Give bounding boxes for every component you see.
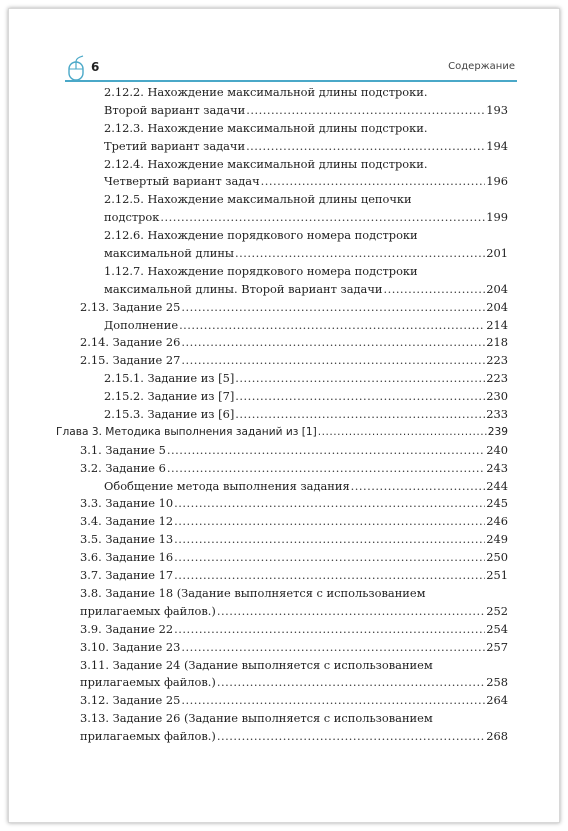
toc-page-number: 257 xyxy=(486,639,508,654)
toc-entry-title: 3.12. Задание 25 xyxy=(80,693,181,708)
toc-entry[interactable] xyxy=(56,263,508,299)
dot-leader xyxy=(174,531,485,549)
dot-leader xyxy=(235,388,485,406)
toc-page-number: 223 xyxy=(486,371,508,386)
toc-page-number: 250 xyxy=(486,550,508,565)
toc-line xyxy=(56,424,508,442)
toc-entry[interactable] xyxy=(56,692,508,710)
toc-page-number: 252 xyxy=(486,603,508,618)
toc-line xyxy=(80,352,508,370)
toc-page-number: 196 xyxy=(486,174,508,189)
toc-entry[interactable] xyxy=(56,460,508,478)
toc-entry[interactable] xyxy=(56,317,508,335)
toc-entry[interactable] xyxy=(56,352,508,370)
toc-entry-title: 2.15. Задание 27 xyxy=(80,353,181,368)
toc-line xyxy=(80,299,508,317)
toc-line xyxy=(104,156,508,174)
toc-entry-title: 2.12.6. Нахождение порядкового номера подстроки xyxy=(104,228,418,243)
toc-entry[interactable] xyxy=(56,191,508,227)
toc-entry[interactable] xyxy=(56,549,508,567)
toc-line xyxy=(104,138,508,156)
toc-line xyxy=(104,227,508,245)
dot-leader xyxy=(217,728,485,746)
toc-line xyxy=(104,191,508,209)
toc-page-number: 251 xyxy=(486,568,508,583)
toc-page-number: 264 xyxy=(486,693,508,708)
dot-leader xyxy=(181,334,485,352)
toc-entry-title: 2.14. Задание 26 xyxy=(80,335,181,350)
dot-leader xyxy=(174,513,485,531)
toc-entry-title: 3.7. Задание 17 xyxy=(80,568,174,583)
toc-entry-title: Четвертый вариант задач xyxy=(104,174,260,189)
toc-entry-title: 3.13. Задание 26 (Задание выполняется с использованием xyxy=(80,711,433,726)
dot-leader xyxy=(217,674,485,692)
toc-line xyxy=(80,567,508,585)
toc-entry-title: 3.6. Задание 16 xyxy=(80,550,174,565)
toc-line xyxy=(104,281,508,299)
toc-line xyxy=(80,674,508,692)
toc-entry[interactable] xyxy=(56,388,508,406)
dot-leader xyxy=(246,102,485,120)
toc-page-number: 204 xyxy=(486,281,508,296)
toc-page-number: 199 xyxy=(486,210,508,225)
toc-line xyxy=(104,245,508,263)
toc-entry[interactable] xyxy=(56,156,508,192)
dot-leader xyxy=(167,442,485,460)
toc-entry[interactable] xyxy=(56,585,508,621)
dot-leader xyxy=(235,370,485,388)
toc-line xyxy=(80,710,508,728)
toc-entry-title: 1.12.7. Нахождение порядкового номера подстроки xyxy=(104,263,418,278)
toc-line xyxy=(80,531,508,549)
toc-line xyxy=(104,388,508,406)
toc-entry-title: максимальной длины. Второй вариант задачи xyxy=(104,281,383,296)
toc-page-number: 239 xyxy=(487,425,508,438)
toc-page-number: 218 xyxy=(486,335,508,350)
toc-entry-title: Дополнение xyxy=(104,317,179,332)
dot-leader xyxy=(235,406,485,424)
toc-entry-title: Глава 3. Методика выполнения заданий из [1] xyxy=(56,425,317,438)
toc-entry[interactable] xyxy=(56,84,508,120)
toc-entry-title: 3.4. Задание 12 xyxy=(80,514,174,529)
page-header xyxy=(61,51,517,81)
page-number: 6 xyxy=(91,60,100,74)
dot-leader xyxy=(181,692,485,710)
toc-line xyxy=(80,692,508,710)
toc-entry[interactable] xyxy=(56,334,508,352)
toc-line xyxy=(80,585,508,603)
toc-entry[interactable] xyxy=(56,120,508,156)
toc-entry-title: 3.8. Задание 18 (Задание выполняется с использованием xyxy=(80,585,426,600)
toc-entry-title: Второй вариант задачи xyxy=(104,102,246,117)
toc-page-number: 240 xyxy=(486,442,508,457)
toc-entry-title: 2.13. Задание 25 xyxy=(80,299,181,314)
toc-entry-title: 2.15.2. Задание из [7] xyxy=(104,389,235,404)
section-title: Содержание xyxy=(448,61,515,72)
toc-line xyxy=(104,120,508,138)
toc-entry[interactable] xyxy=(56,495,508,513)
toc-entry-title: 3.1. Задание 5 xyxy=(80,442,166,457)
toc-line xyxy=(104,102,508,120)
toc-entry-title: 2.15.3. Задание из [6] xyxy=(104,407,235,422)
toc-line xyxy=(80,639,508,657)
toc-entry-title: подстрок xyxy=(104,210,160,225)
toc-line xyxy=(104,84,508,102)
toc-line xyxy=(104,173,508,191)
toc-entry[interactable] xyxy=(56,370,508,388)
dot-leader xyxy=(181,639,485,657)
dot-leader xyxy=(179,317,485,335)
toc-entry-title: 2.12.2. Нахождение максимальной длины подстроки. xyxy=(104,85,428,99)
toc-entry-title: 3.3. Задание 10 xyxy=(80,496,174,511)
toc-entry-title: прилагаемых файлов.) xyxy=(80,603,216,618)
header-rule xyxy=(65,80,517,82)
toc-entry-title: 2.12.4. Нахождение максимальной длины подстроки. xyxy=(104,156,428,171)
dot-leader xyxy=(181,299,485,317)
toc-entry[interactable] xyxy=(56,639,508,657)
toc-entry-title: максимальной длины xyxy=(104,246,234,261)
toc-line xyxy=(104,317,508,335)
toc-line xyxy=(80,495,508,513)
toc-entry-title: 3.2. Задание 6 xyxy=(80,460,166,475)
dot-leader xyxy=(318,424,487,442)
dot-leader xyxy=(167,460,485,478)
toc-line xyxy=(104,478,508,496)
dot-leader xyxy=(235,245,485,263)
toc-page-number: 193 xyxy=(486,102,508,117)
toc-line xyxy=(80,460,508,478)
dot-leader xyxy=(383,281,485,299)
dot-leader xyxy=(246,138,485,156)
toc-entry-title: 3.9. Задание 22 xyxy=(80,621,174,636)
toc-line xyxy=(80,513,508,531)
toc-page-number: 204 xyxy=(486,299,508,314)
toc-line xyxy=(104,370,508,388)
toc-entry[interactable] xyxy=(56,227,508,263)
toc-entry[interactable] xyxy=(56,567,508,585)
toc-page-number: 223 xyxy=(486,353,508,368)
toc-entry[interactable] xyxy=(56,478,508,496)
toc-line xyxy=(80,657,508,675)
toc-entry-title: 2.15.1. Задание из [5] xyxy=(104,371,235,386)
toc-entry[interactable] xyxy=(56,621,508,639)
toc-entry-title: Третий вариант задачи xyxy=(104,138,246,153)
mouse-icon xyxy=(65,55,87,81)
toc-page-number: 201 xyxy=(486,246,508,261)
toc-page-number: 194 xyxy=(486,138,508,153)
dot-leader xyxy=(217,603,485,621)
toc-entry-title: 2.12.3. Нахождение максимальной длины подстроки. xyxy=(104,120,428,135)
toc-entry[interactable] xyxy=(56,531,508,549)
toc-entry-title: 2.12.5. Нахождение максимальной длины цепочки xyxy=(104,192,412,207)
toc-page-number: 233 xyxy=(486,407,508,422)
toc-line xyxy=(80,549,508,567)
dot-leader xyxy=(174,495,485,513)
table-of-contents xyxy=(56,84,508,746)
toc-line xyxy=(104,209,508,227)
toc-page-number: 230 xyxy=(486,389,508,404)
toc-line xyxy=(80,728,508,746)
toc-chapter[interactable] xyxy=(56,424,508,442)
dot-leader xyxy=(181,352,485,370)
toc-entry[interactable] xyxy=(56,406,508,424)
toc-entry[interactable] xyxy=(56,442,508,460)
dot-leader xyxy=(174,549,485,567)
toc-page-number: 244 xyxy=(486,478,508,493)
toc-page-number: 243 xyxy=(486,460,508,475)
dot-leader xyxy=(174,621,485,639)
toc-entry[interactable] xyxy=(56,710,508,746)
toc-entry-title: прилагаемых файлов.) xyxy=(80,729,216,744)
toc-entry[interactable] xyxy=(56,513,508,531)
toc-entry-title: Обобщение метода выполнения задания xyxy=(104,478,350,493)
toc-line xyxy=(104,406,508,424)
toc-page-number: 254 xyxy=(486,621,508,636)
toc-page-number: 268 xyxy=(486,729,508,744)
toc-entry[interactable] xyxy=(56,299,508,317)
toc-entry-title: 3.11. Задание 24 (Задание выполняется с использованием xyxy=(80,657,433,672)
dot-leader xyxy=(160,209,485,227)
toc-page-number: 249 xyxy=(486,532,508,547)
toc-page-number: 246 xyxy=(486,514,508,529)
toc-line xyxy=(104,263,508,281)
toc-page-number: 258 xyxy=(486,675,508,690)
toc-entry-title: 3.10. Задание 23 xyxy=(80,639,181,654)
toc-line xyxy=(80,334,508,352)
toc-entry[interactable] xyxy=(56,657,508,693)
dot-leader xyxy=(261,173,486,191)
toc-entry-title: 3.5. Задание 13 xyxy=(80,532,174,547)
toc-line xyxy=(80,603,508,621)
toc-line xyxy=(80,442,508,460)
dot-leader xyxy=(351,478,486,496)
toc-page-number: 214 xyxy=(486,317,508,332)
dot-leader xyxy=(174,567,485,585)
toc-entry-title: прилагаемых файлов.) xyxy=(80,675,216,690)
toc-line xyxy=(80,621,508,639)
toc-page-number: 245 xyxy=(486,496,508,511)
